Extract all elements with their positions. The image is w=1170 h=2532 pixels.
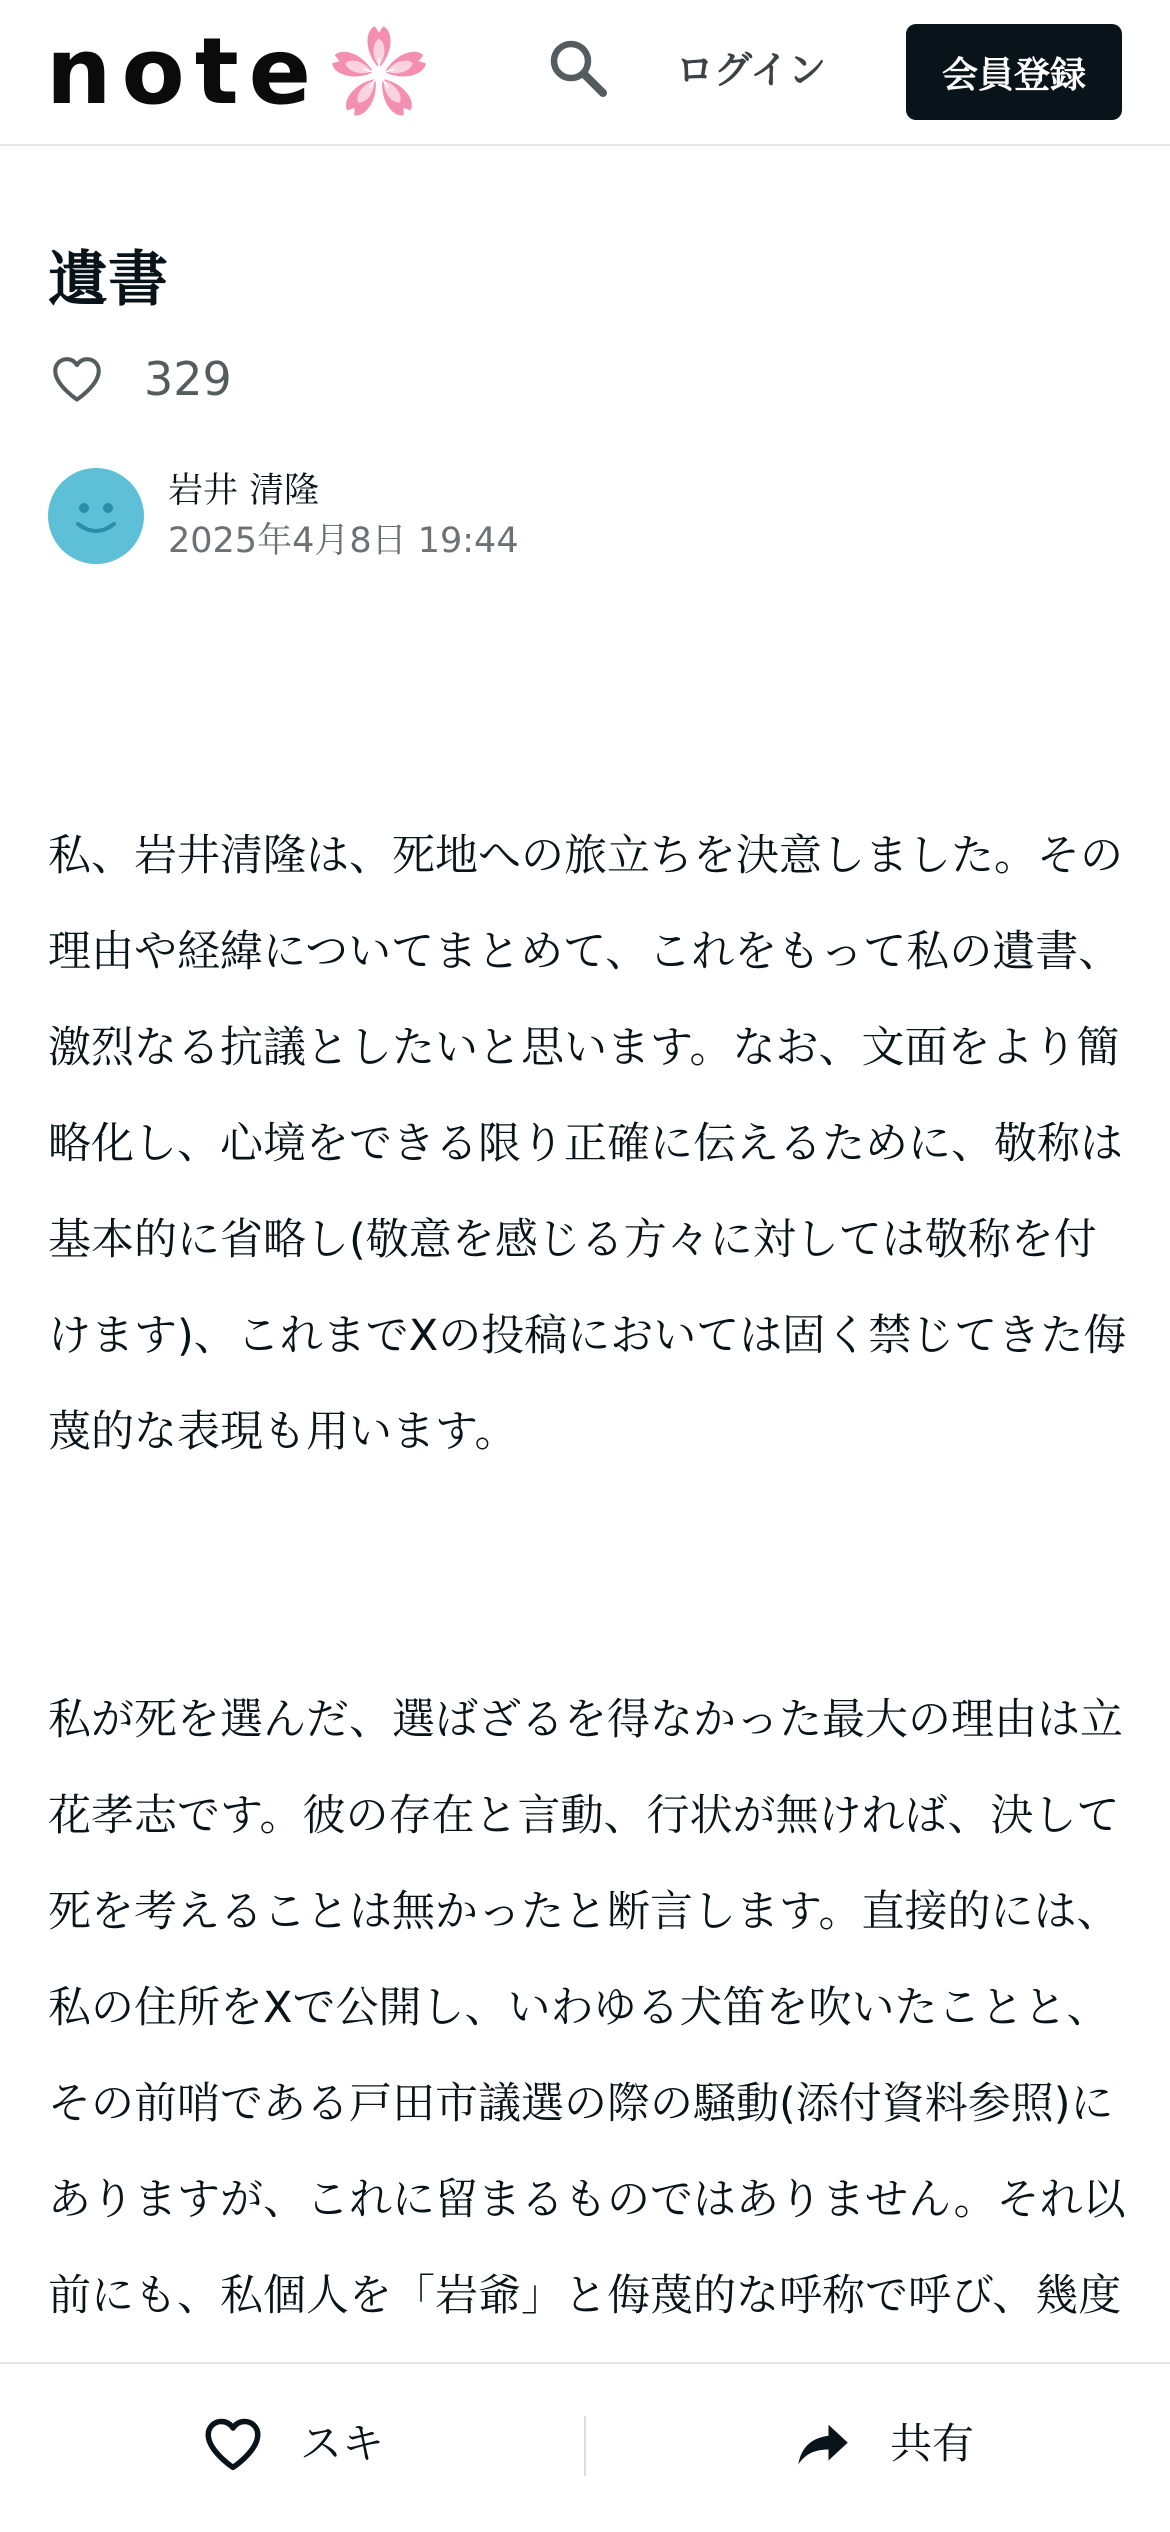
- signup-button[interactable]: 会員登録: [906, 24, 1122, 120]
- avatar[interactable]: [48, 468, 144, 564]
- like-button-label: スキ: [300, 2419, 385, 2468]
- smiley-avatar-icon: [48, 468, 144, 564]
- article-body: [48, 712, 1128, 2532]
- author-info[interactable]: [48, 466, 519, 566]
- like-summary: [48, 346, 232, 412]
- note-logo[interactable]: [46, 18, 431, 125]
- paragraph: 私が死を選んだ、選ばざるを得なかった最大の理由は立花孝志です。彼の存在と言動、行状が無ければ、決して死を考えることは無かったと断言します。直接的には、私の住所をXで公開し、いわゆる犬笛を吹いたことと、その前哨である戸田市議選の際の騒動(添付資料参照)にありますが、これに留まるものではありません。それ以前にも、私個人を「岩爺」と侮蔑的な呼称で呼び、幾度: [48, 1695, 1126, 2321]
- logo-text: note: [46, 18, 322, 125]
- share-arrow-icon: [790, 2411, 856, 2477]
- share-button-label: 共有: [890, 2419, 975, 2468]
- bottom-action-bar: [0, 2362, 1170, 2532]
- post-date: 2025年4月8日 19:44: [168, 521, 519, 561]
- login-link[interactable]: ログイン: [676, 48, 827, 92]
- sakura-icon: [327, 20, 431, 124]
- heart-outline-icon: [200, 2411, 266, 2477]
- site-header: [0, 0, 1170, 146]
- divider: [584, 2416, 586, 2476]
- share-button[interactable]: [790, 2394, 974, 2494]
- heart-outline-icon[interactable]: [48, 350, 106, 408]
- search-icon[interactable]: [546, 36, 610, 100]
- like-button[interactable]: [200, 2394, 384, 2494]
- like-count[interactable]: 329: [144, 352, 232, 406]
- paragraph: 私、岩井清隆は、死地への旅立ちを決意しました。その理由や経緯についてまとめて、これをもって私の遺書、激烈なる抗議としたいと思います。なお、文面をより簡略化し、心境をできる限り正確に伝えるために、敬称は基本的に省略し(敬意を感じる方々に対しては敬称を付けます)、これまでXの投稿においては固く禁じてきた侮蔑的な表現も用います。: [48, 831, 1127, 1457]
- author-name[interactable]: 岩井 清隆: [168, 471, 320, 511]
- article-title: 遺書: [48, 245, 168, 315]
- author-meta: [168, 466, 519, 566]
